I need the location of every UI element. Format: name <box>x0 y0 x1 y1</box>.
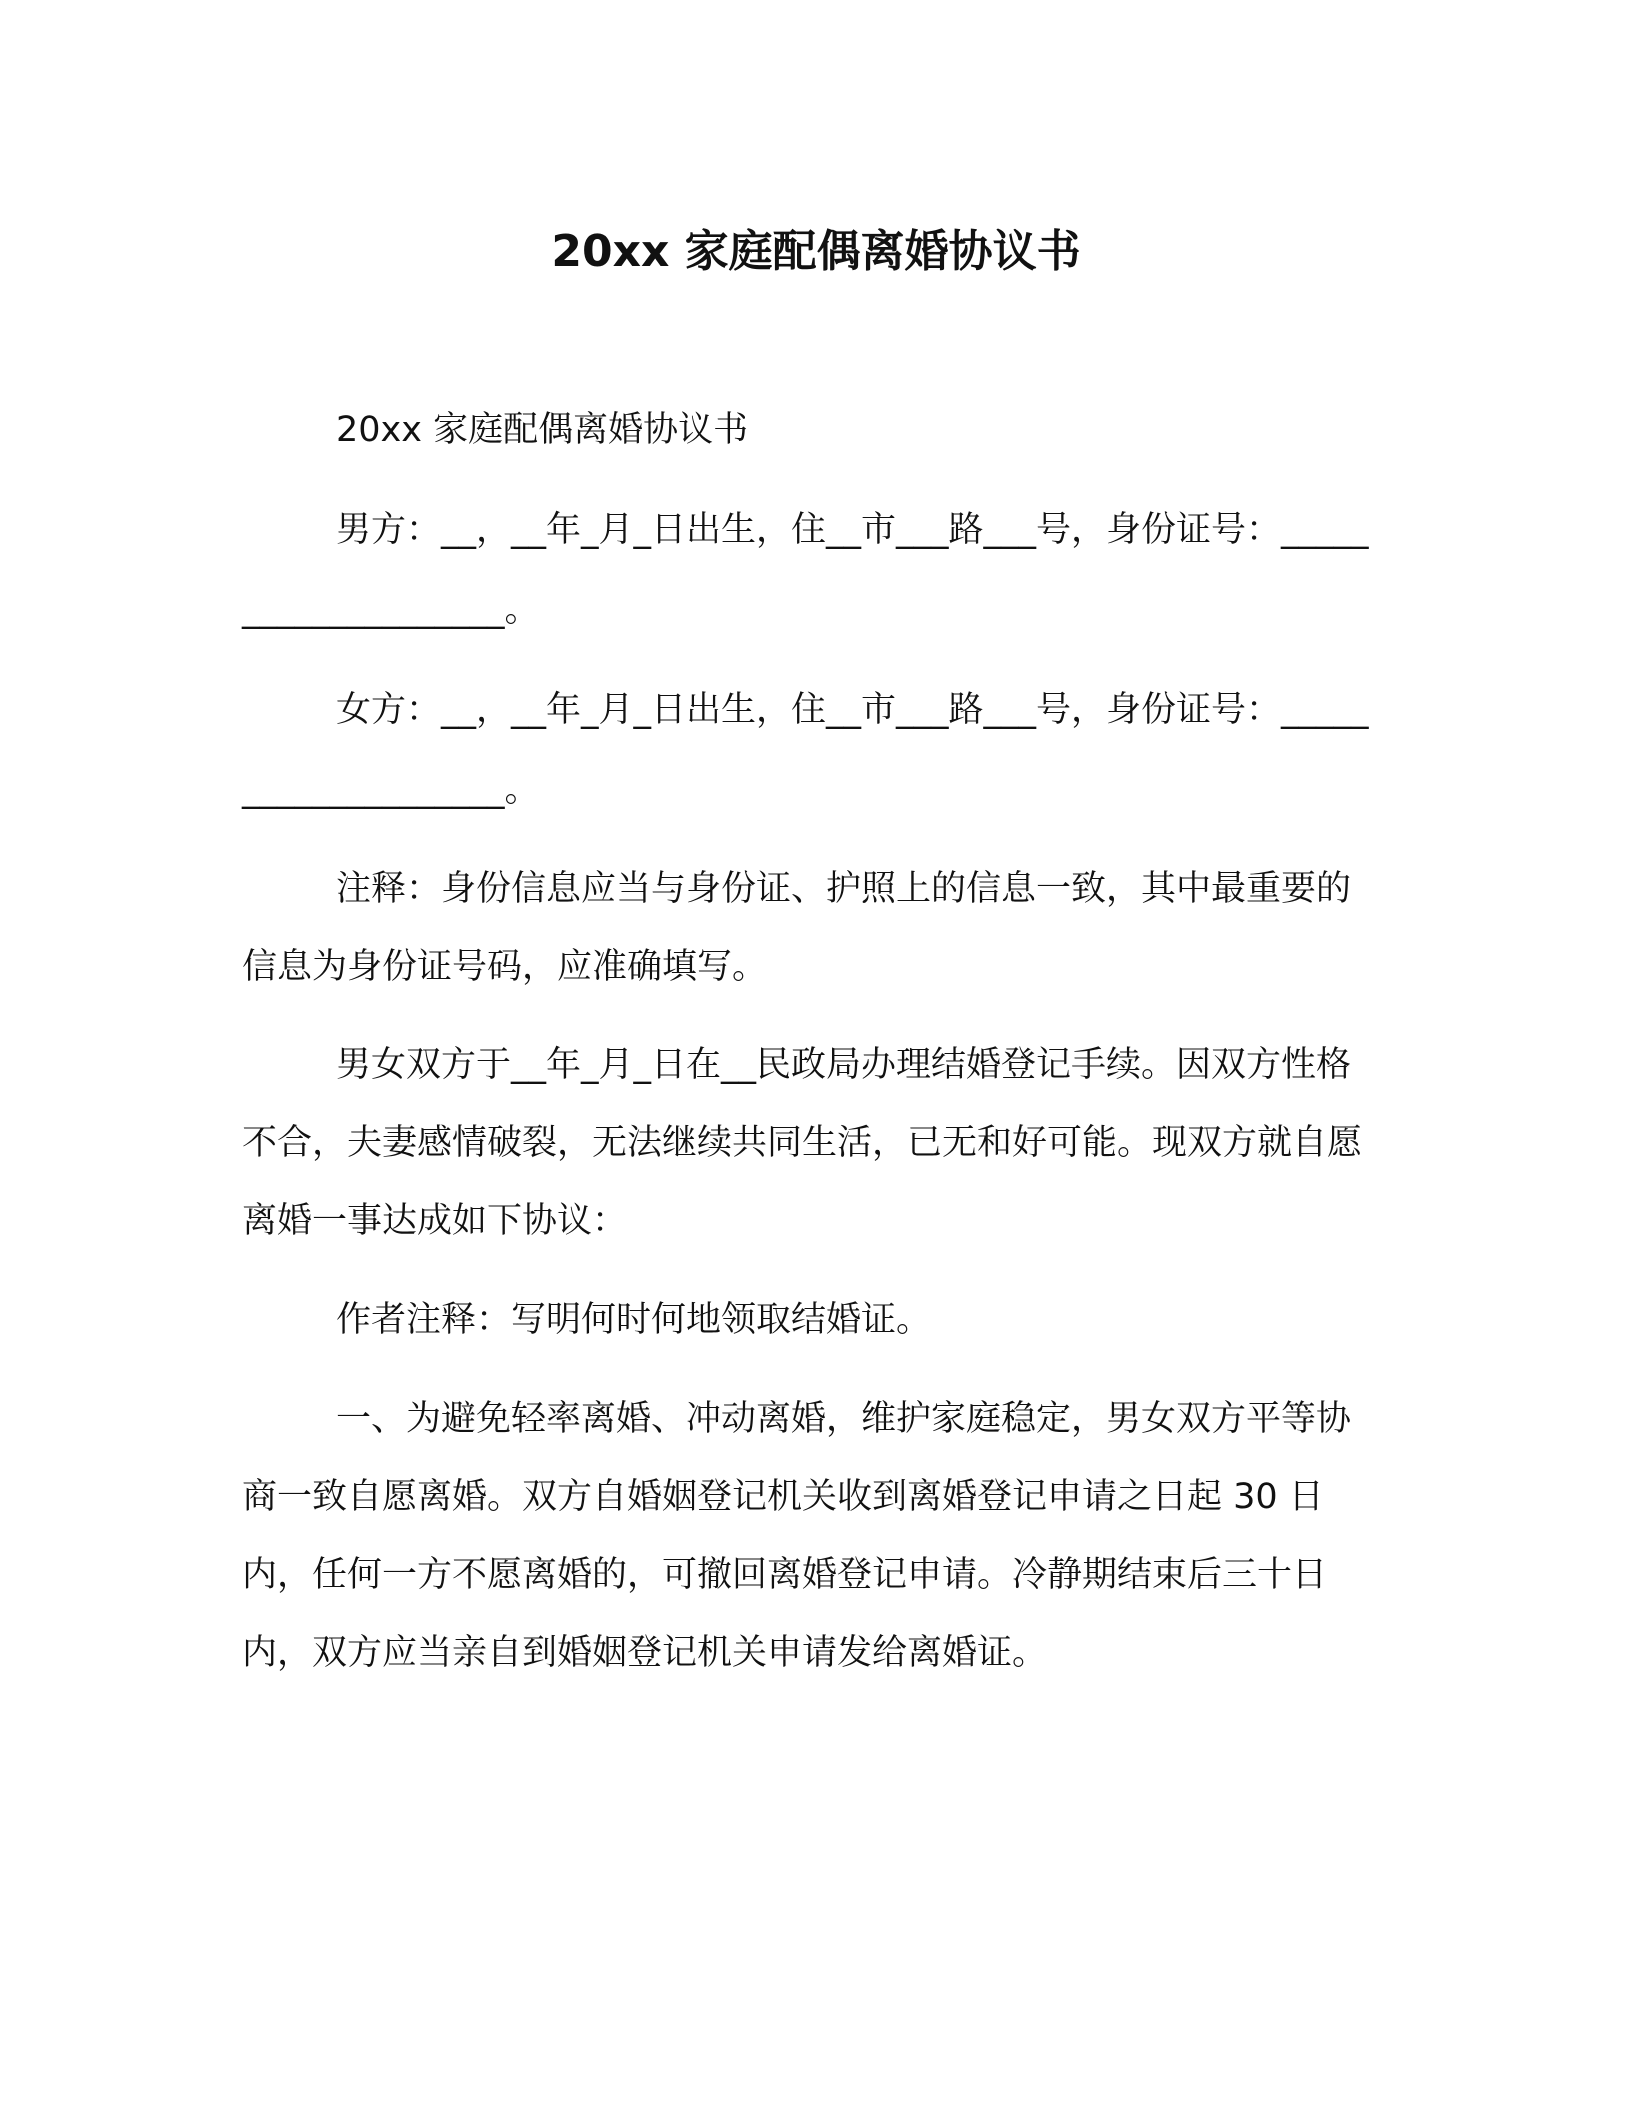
subtitle-paragraph: 20xx 家庭配偶离婚协议书 <box>336 410 749 450</box>
male-party-paragraph: 男方：__，__年_月_日出生，住__市___路___号，身份证号：____________________。 <box>242 510 1369 630</box>
female-party-paragraph: 女方：__，__年_月_日出生，住__市___路___号，身份证号：____________________。 <box>242 690 1369 810</box>
clause-one-paragraph: 一、为避免轻率离婚、冲动离婚，维护家庭稳定，男女双方平等协商一致自愿离婚。双方自婚姻登记机关收到离婚登记申请之日起 30 日内，任何一方不愿离婚的，可撤回离婚登记申请。冷静期结束后三十日内，双方应当亲自到婚姻登记机关申请发给离婚证。 <box>242 1399 1352 1673</box>
identity-note-paragraph: 注释：身份信息应当与身份证、护照上的信息一致，其中最重要的信息为身份证号码，应准确填写。 <box>242 869 1352 987</box>
marriage-statement-paragraph: 男女双方于__年_月_日在__民政局办理结婚登记手续。因双方性格不合，夫妻感情破裂，无法继续共同生活，已无和好可能。现双方就自愿离婚一事达成如下协议： <box>242 1045 1363 1241</box>
author-note-paragraph: 作者注释：写明何时何地领取结婚证。 <box>336 1300 932 1340</box>
document-title: 20xx 家庭配偶离婚协议书 <box>551 226 1081 277</box>
document-body <box>242 390 1382 1712</box>
